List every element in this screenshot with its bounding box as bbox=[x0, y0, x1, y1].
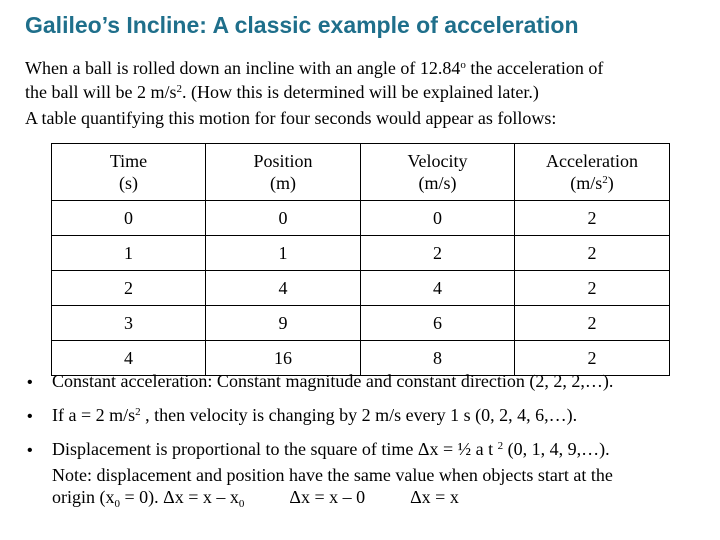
note-line-2-c: Δx = x – 0 Δx = x bbox=[244, 487, 459, 507]
bullet-item-velocity-change bbox=[27, 405, 712, 439]
table-cell: 2 bbox=[52, 271, 206, 306]
intro-line-2 bbox=[25, 80, 705, 104]
table-cell: 4 bbox=[52, 341, 206, 376]
table-cell: 6 bbox=[361, 306, 515, 341]
table-row bbox=[52, 306, 670, 341]
bullet-dot-icon: • bbox=[27, 374, 33, 391]
bullet-list bbox=[27, 371, 712, 473]
header-acceleration-tail: ) bbox=[607, 173, 614, 193]
bullet-text-a: If a = 2 m/s bbox=[52, 405, 136, 425]
intro-line-1-b: the acceleration of bbox=[465, 58, 604, 78]
header-velocity-unit: (m/s) bbox=[418, 173, 457, 193]
bullet-item-constant-acceleration bbox=[27, 371, 712, 405]
table-cell: 0 bbox=[52, 201, 206, 236]
header-velocity bbox=[361, 144, 515, 201]
motion-table bbox=[51, 143, 670, 376]
header-acceleration bbox=[515, 144, 670, 201]
header-time-label: Time bbox=[109, 151, 148, 171]
intro-text bbox=[25, 56, 705, 130]
bullet-text: Constant acceleration: Constant magnitude and constant direction (2, 2, 2,…). bbox=[52, 371, 614, 391]
note-line-2 bbox=[52, 486, 712, 508]
table-row bbox=[52, 271, 670, 306]
table-cell: 1 bbox=[206, 236, 361, 271]
table-cell: 0 bbox=[361, 201, 515, 236]
table-cell: 8 bbox=[361, 341, 515, 376]
header-position-unit: (m) bbox=[270, 173, 296, 193]
table-cell: 4 bbox=[361, 271, 515, 306]
bullet-text-a: Displacement is proportional to the square of time Δx = ½ a t bbox=[52, 439, 498, 459]
motion-table-wrapper bbox=[51, 143, 670, 376]
table-cell: 2 bbox=[515, 201, 670, 236]
intro-line-3: A table quantifying this motion for four seconds would appear as follows: bbox=[25, 108, 557, 128]
table-cell: 2 bbox=[361, 236, 515, 271]
header-acceleration-unit: (m/s bbox=[570, 173, 603, 193]
table-cell: 0 bbox=[206, 201, 361, 236]
table-cell: 2 bbox=[515, 271, 670, 306]
table-row bbox=[52, 201, 670, 236]
note-subscript-2: 0 bbox=[238, 498, 245, 510]
header-position bbox=[206, 144, 361, 201]
table-row bbox=[52, 236, 670, 271]
note-line-1: Note: displacement and position have the same value when objects start at the bbox=[52, 465, 613, 485]
table-header-row bbox=[52, 144, 670, 201]
note-text bbox=[52, 464, 712, 508]
header-acceleration-label: Acceleration bbox=[546, 151, 638, 171]
header-velocity-label: Velocity bbox=[407, 151, 468, 171]
table-cell: 9 bbox=[206, 306, 361, 341]
bullet-dot-icon: • bbox=[27, 408, 33, 425]
table-cell: 4 bbox=[206, 271, 361, 306]
table-cell: 2 bbox=[515, 236, 670, 271]
bullet-text-b: , then velocity is changing by 2 m/s every 1 s (0, 2, 4, 6,…). bbox=[140, 405, 578, 425]
degree-symbol: o bbox=[460, 59, 466, 71]
header-time-unit: (s) bbox=[119, 173, 138, 193]
intro-line-1 bbox=[25, 56, 705, 80]
table-cell: 1 bbox=[52, 236, 206, 271]
bullet-exponent: 2 bbox=[135, 406, 141, 418]
note-line-2-b: = 0). Δx = x – x bbox=[120, 487, 239, 507]
intro-exponent: 2 bbox=[176, 83, 182, 95]
table-cell: 2 bbox=[515, 306, 670, 341]
table-cell: 16 bbox=[206, 341, 361, 376]
intro-line-2-b: . (How this is determined will be explained later.) bbox=[181, 82, 539, 102]
bullet-text bbox=[52, 405, 577, 426]
header-acceleration-exp: 2 bbox=[602, 174, 608, 186]
header-time bbox=[52, 144, 206, 201]
bullet-text bbox=[52, 439, 610, 460]
table-cell: 3 bbox=[52, 306, 206, 341]
table-cell: 2 bbox=[515, 341, 670, 376]
slide-title: Galileo’s Incline: A classic example of acceleration bbox=[25, 12, 579, 38]
bullet-exponent: 2 bbox=[497, 440, 504, 452]
bullet-text-b: (0, 1, 4, 9,…). bbox=[503, 439, 610, 459]
note-subscript-1: 0 bbox=[114, 498, 120, 510]
note-line-2-a: origin (x bbox=[52, 487, 115, 507]
intro-line-2-a: the ball will be 2 m/s bbox=[25, 82, 177, 102]
header-position-label: Position bbox=[253, 151, 313, 171]
intro-line-1-a: When a ball is rolled down an incline with an angle of 12.84 bbox=[25, 58, 461, 78]
bullet-dot-icon: • bbox=[27, 442, 33, 459]
